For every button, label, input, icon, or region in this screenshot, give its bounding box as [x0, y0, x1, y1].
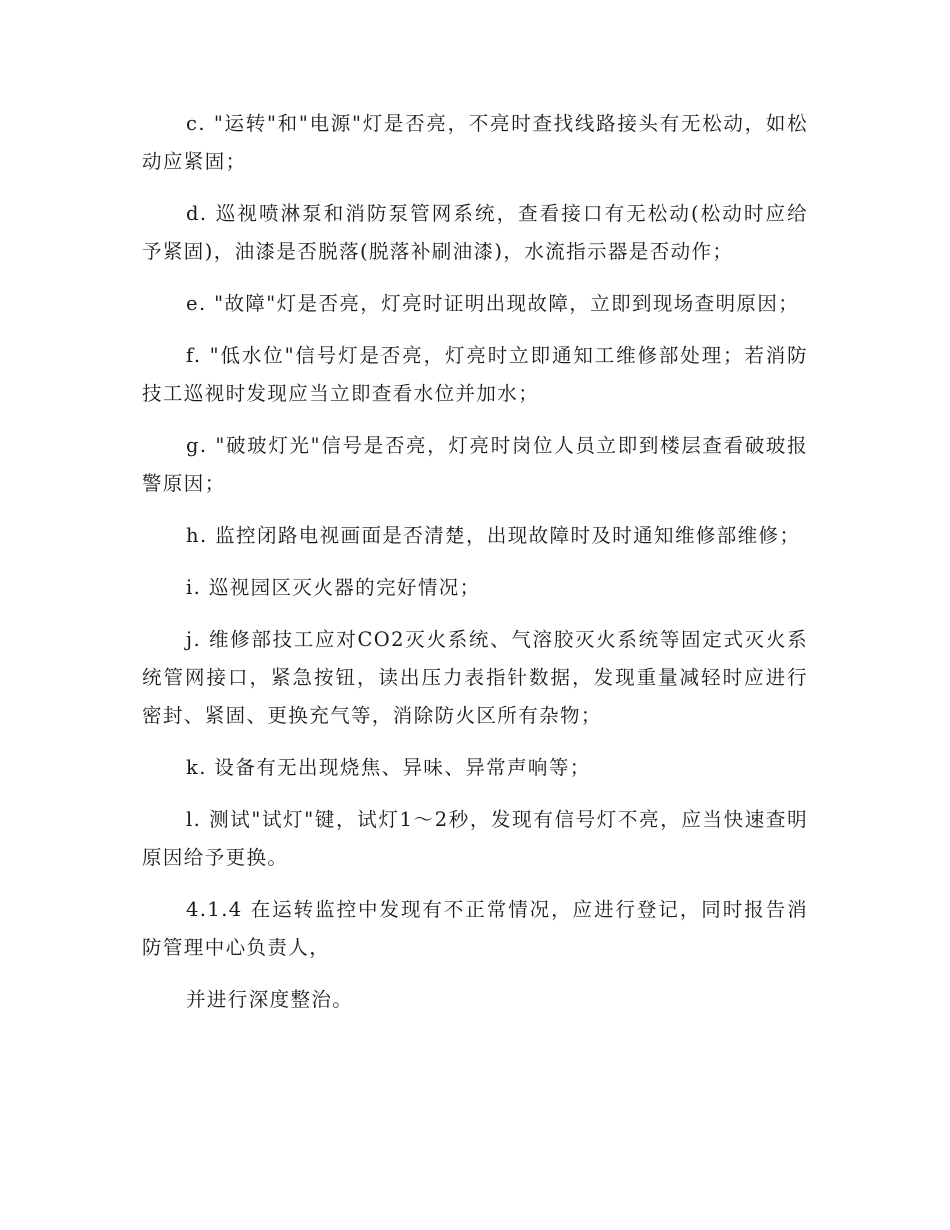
paragraph-item-h: h. 监控闭路电视画面是否清楚，出现故障时及时通知维修部维修； [186, 524, 801, 547]
paragraph-continuation: 并进行深度整治。 [186, 988, 354, 1011]
paragraph-item-l: l. 测试"试灯"键，试灯1～2秒，发现有信号灯不亮，应当快速查明原因给予更换。 [142, 808, 808, 869]
paragraph-item-i: i. 巡视园区灭火器的完好情况； [186, 576, 481, 599]
paragraph-item-j: j. 维修部技工应对CO2灭火系统、气溶胶灭火系统等固定式灭火系统管网接口，紧急按钮，读出压力表指针数据，发现重量减轻时应进行密封、紧固、更换充气等，消除防火区所有杂物； [142, 628, 808, 727]
paragraph-section-4-1-4: 4.1.4 在运转监控中发现有不正常情况，应进行登记，同时报告消防管理中心负责人， [142, 898, 808, 959]
paragraph-item-g: g. "破玻灯光"信号是否亮，灯亮时岗位人员立即到楼层查看破玻报警原因； [142, 434, 808, 495]
paragraph-item-d: d. 巡视喷淋泵和消防泵管网系统，查看接口有无松动(松动时应给予紧固)，油漆是否脱落(脱落补刷油漆)，水流指示器是否动作； [142, 202, 808, 263]
paragraph-item-e: e. "故障"灯是否亮，灯亮时证明出现故障，立即到现场查明原因； [186, 292, 800, 315]
paragraph-item-f: f. "低水位"信号灯是否亮，灯亮时立即通知工维修部处理；若消防技工巡视时发现应当立即查看水位并加水； [142, 344, 808, 405]
paragraph-item-c: c. "运转"和"电源"灯是否亮，不亮时查找线路接头有无松动，如松动应紧固； [142, 112, 808, 173]
paragraph-item-k: k. 设备有无出现烧焦、异味、异常声响等； [186, 756, 591, 779]
document-body [142, 105, 808, 1033]
